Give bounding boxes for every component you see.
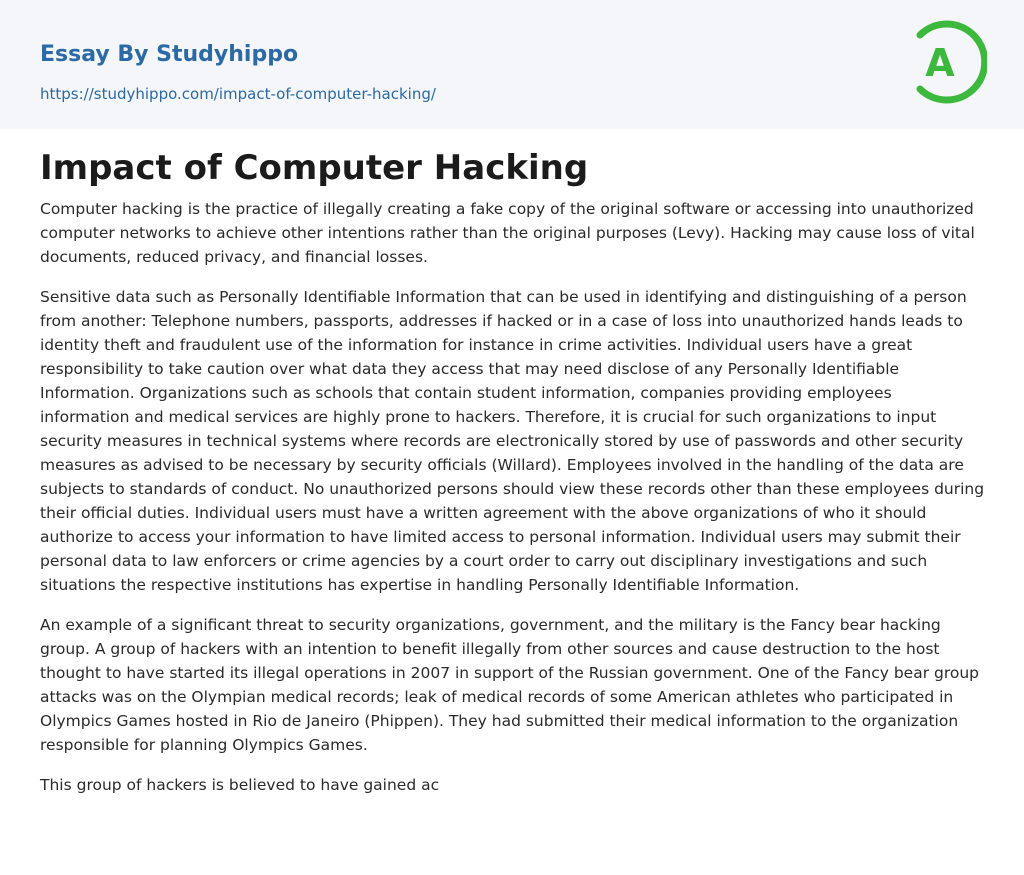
article-paragraph: Computer hacking is the practice of illegally creating a fake copy of the original software or accessing into unauthorized computer networks to achieve other intentions rather than the original purposes (Levy). Hacking may cause loss of vital documents, reduced privacy, and financial losses. <box>40 200 975 266</box>
logo-letter: A <box>925 41 955 85</box>
site-header <box>0 0 1024 129</box>
article-url-link[interactable]: https://studyhippo.com/impact-of-computer-hacking/ <box>40 85 436 103</box>
article-body <box>40 147 985 813</box>
article-paragraph-truncated: This group of hackers is believed to have gained ac <box>40 776 440 794</box>
page-title: Impact of Computer Hacking <box>40 148 589 188</box>
studyhippo-logo-icon[interactable] <box>907 18 987 106</box>
article-paragraph: Sensitive data such as Personally Identifiable Information that can be used in identifying and distinguishing of a person from another: Telephone numbers, passports, addresses if hacked or in a case of loss into unauthorized hands leads to identity theft and fraudulent use of the information for instance in crime activities. Individual users have a great responsibility to take caution over what data they access that may need disclose of any Personally Identifiable Information. Organizations such as schools that contain student information, companies providing employees information and medical services are highly prone to hackers. Therefore, it is crucial for such organizations to input security measures in technical systems where records are electronically stored by use of passwords and other security measures as advised to be necessary by security officials (Willard). Employees involved in the handling of the data are subjects to standards of conduct. No unauthorized persons should view these records other than these employees during their official duties. Individual users must have a written agreement with the above organizations of who it should authorize to access your information to have limited access to personal information. Individual users may submit their personal data to law enforcers or crime agencies by a court order to carry out disciplinary investigations and such situations the respective institutions has expertise in handling Personally Identifiable Information. <box>40 288 985 594</box>
brand-title[interactable]: Essay By Studyhippo <box>40 42 299 67</box>
article-paragraph: An example of a significant threat to security organizations, government, and the military is the Fancy bear hacking group. A group of hackers with an intention to benefit illegally from other sources and cause destruction to the host thought to have started its illegal operations in 2007 in support of the Russian government. One of the Fancy bear group attacks was on the Olympian medical records; leak of medical records of some American athletes who participated in Olympics Games hosted in Rio de Janeiro (Phippen). They had submitted their medical information to the organization responsible for planning Olympics Games. <box>40 616 980 754</box>
